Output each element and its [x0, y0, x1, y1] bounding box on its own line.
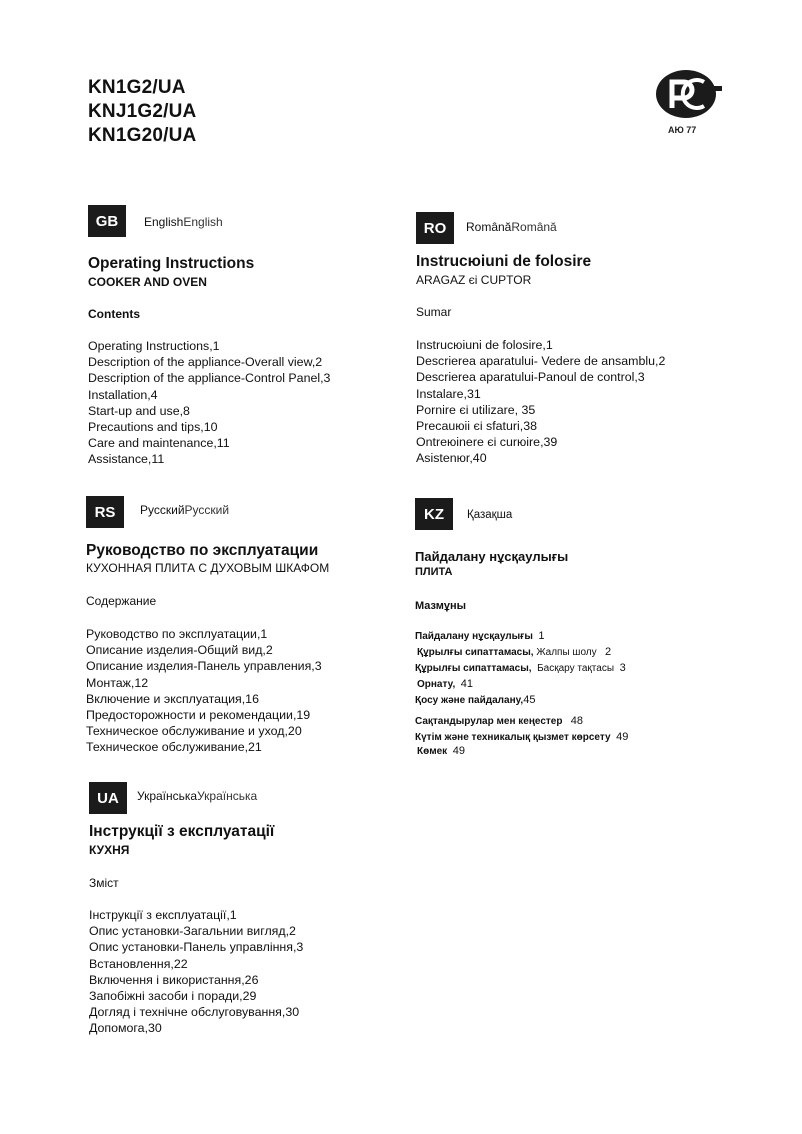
contents-heading: Sumar [416, 305, 452, 319]
item-text: Құрылғы сипаттамасы, [415, 663, 532, 674]
language-name: Қазақша [467, 509, 513, 521]
item-page: 49 [452, 745, 465, 757]
item-text: Сақтандырулар мен кеңестер [415, 716, 563, 727]
item-page: 41 [460, 678, 474, 690]
language-name [466, 220, 557, 234]
language-label-alt: English [183, 215, 223, 229]
list-item: Ontreюinere єі curюire,39 [416, 435, 558, 450]
language-name [144, 215, 223, 229]
list-item: Руководство по эксплуатации,1 [86, 627, 268, 641]
item-extra: Басқару тақтасы [537, 663, 615, 674]
language-badge: GB [88, 205, 126, 237]
model-name: KN1G2/UA [88, 77, 186, 98]
list-item: Instrucюiuni de folosire,1 [416, 338, 553, 352]
list-item: Operating Instructions,1 [88, 339, 220, 353]
list-item: Опис установки-Загальнии вигляд,2 [89, 924, 296, 939]
language-name [140, 503, 229, 517]
list-item: Descrierea aparatului- Vedere de ansamblu,2 [416, 354, 666, 369]
list-item: Включення і використання,26 [89, 972, 259, 987]
item-text: Күтім және техникалық қызмет көрсету [415, 732, 611, 743]
contents-heading: Зміст [89, 876, 119, 890]
section-subtitle: ПЛИТА [415, 566, 453, 578]
certification-code: АЮ 77 [668, 125, 697, 135]
section-subtitle: КУХНЯ [89, 843, 130, 857]
list-item: Інструкції з експлуатації,1 [89, 908, 237, 922]
item-page: 3 [619, 662, 626, 674]
contents-list [86, 626, 322, 756]
contents-heading: Содержание [86, 594, 157, 608]
list-item [415, 630, 628, 646]
item-text: Пайдалану нұсқаулығы [415, 631, 533, 642]
contents-heading: Мазмұны [415, 600, 467, 612]
list-item [417, 646, 630, 662]
list-item: Описание изделия-Общий вид,2 [86, 643, 273, 658]
list-item: Включение и эксплуатация,16 [86, 691, 259, 706]
contents-list [416, 337, 665, 467]
list-item [415, 694, 628, 715]
item-text: Орнату, [417, 679, 456, 690]
language-badge: RO [416, 212, 454, 244]
language-label: Українська [137, 789, 198, 803]
list-item: Описание изделия-Панель управления,3 [86, 659, 322, 674]
list-item: Description of the appliance-Overall view,2 [88, 355, 323, 370]
list-item: Precauюii єі sfaturi,38 [416, 419, 537, 434]
item-extra: Жалпы шолу [536, 647, 597, 658]
model-list [88, 76, 196, 148]
section-title: Інструкції з експлуатації [89, 823, 275, 840]
language-label-alt: Українська [197, 789, 258, 803]
section-subtitle: КУХОННАЯ ПЛИТА С ДУХОВЫМ ШКАФОМ [86, 561, 330, 575]
language-badge: UA [89, 782, 127, 814]
list-item: Descrierea aparatului-Panoul de control,3 [416, 370, 645, 385]
item-page: 1 [538, 630, 545, 642]
item-page: 45 [523, 694, 536, 706]
list-item: Description of the appliance-Control Panel,3 [88, 371, 331, 386]
item-text: Көмек [417, 746, 448, 757]
list-item [415, 731, 628, 745]
list-item: Допомога,30 [89, 1021, 162, 1036]
item-text: Құрылғы сипаттамасы, [417, 647, 534, 658]
list-item: Instalare,31 [416, 386, 481, 401]
section-title: Руководство по эксплуатации [86, 542, 319, 559]
language-badge: RS [86, 496, 124, 528]
list-item: Pornire єі utilizare, 35 [416, 402, 536, 417]
language-label-alt: Русский [184, 503, 230, 517]
language-label: Русский [140, 503, 185, 517]
contents-heading: Contents [88, 307, 140, 321]
list-item: Asistenюr,40 [416, 451, 487, 466]
language-label: English [144, 215, 184, 229]
list-item: Догляд і технічне обслуговування,30 [89, 1005, 300, 1020]
language-label: Română [466, 220, 512, 234]
section-title: Instrucюiuni de folosire [416, 253, 592, 270]
language-badge: KZ [415, 498, 453, 530]
list-item [415, 662, 628, 678]
list-item: Запобіжні засоби і поради,29 [89, 989, 257, 1004]
list-item: Care and maintenance,11 [88, 436, 230, 451]
list-item [415, 715, 628, 731]
item-page: 49 [616, 731, 629, 743]
list-item [417, 745, 630, 761]
language-label-alt: Română [511, 220, 557, 234]
language-name [137, 789, 257, 803]
contents-list [88, 338, 330, 468]
item-page: 2 [604, 646, 612, 658]
list-item: Монтаж,12 [86, 675, 149, 690]
list-item: Предосторожности и рекомендации,19 [86, 708, 311, 723]
list-item: Installation,4 [88, 387, 158, 402]
list-item: Встановлення,22 [89, 956, 188, 971]
list-item: Assistance,11 [88, 452, 165, 467]
list-item: Техническое обслуживание,21 [86, 740, 262, 755]
list-item [417, 678, 630, 694]
section-title: Пайдалану нұсқаулығы [415, 549, 569, 564]
model-name: KNJ1G2/UA [88, 101, 197, 122]
model-name: KN1G20/UA [88, 125, 197, 146]
contents-list [415, 630, 628, 761]
list-item: Precautions and tips,10 [88, 420, 218, 435]
list-item: Опис установки-Панель управління,3 [89, 940, 304, 955]
section-subtitle: ARAGAZ єі CUPTOR [416, 273, 532, 287]
section-subtitle: COOKER AND OVEN [88, 275, 207, 289]
item-text: Қосу және пайдалану, [415, 695, 524, 706]
item-page: 48 [570, 715, 584, 727]
list-item: Техническое обслуживание и уход,20 [86, 724, 302, 739]
list-item: Start-up and use,8 [88, 403, 190, 418]
section-title: Operating Instructions [88, 255, 255, 272]
contents-list [89, 907, 303, 1037]
